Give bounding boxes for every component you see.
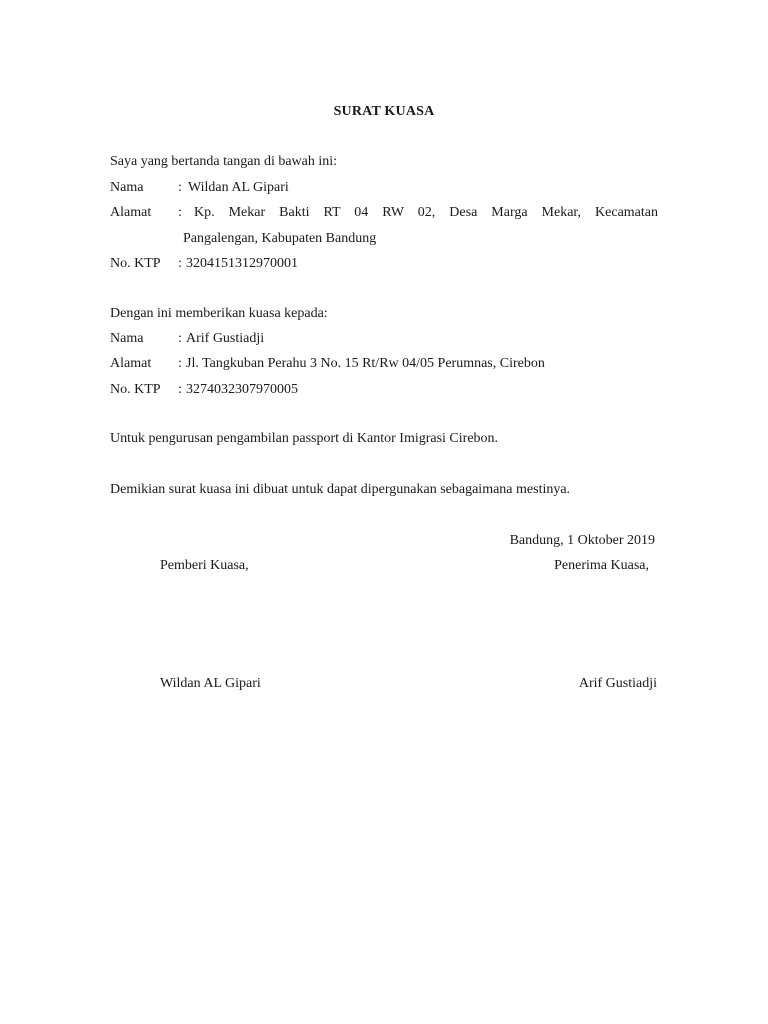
grantor-address-line2: Pangalengan, Kabupaten Bandung [183, 231, 377, 246]
grantor-name-label: Nama [110, 180, 144, 195]
grantor-address-line1: Kp. Mekar Bakti RT 04 RW 02, Desa Marga Mekar, Kecamatan [194, 205, 658, 220]
document-title: SURAT KUASA [333, 104, 435, 119]
grantor-name-value: Wildan AL Gipari [188, 180, 289, 195]
grantor-ktp-label: No. KTP [110, 256, 161, 271]
grantee-address-colon: : [178, 356, 182, 371]
grantor-ktp-colon: : [178, 256, 182, 271]
grantee-signature-name: Arif Gustiadji [578, 676, 657, 691]
grantee-ktp-colon: : [178, 382, 182, 397]
closing-text: Demikian surat kuasa ini dibuat untuk dapat dipergunakan sebagaimana mestinya. [110, 482, 571, 497]
intro-text: Saya yang bertanda tangan di bawah ini: [110, 154, 338, 169]
purpose-text: Untuk pengurusan pengambilan passport di Kantor Imigrasi Cirebon. [110, 431, 499, 446]
grantor-ktp-value: 3204151312970001 [186, 256, 298, 271]
grantee-ktp-value: 3274032307970005 [186, 382, 298, 397]
grantee-address-label: Alamat [110, 356, 152, 371]
grantee-address-value: Jl. Tangkuban Perahu 3 No. 15 Rt/Rw 04/05 Perumnas, Cirebon [186, 356, 545, 371]
transfer-intro-text: Dengan ini memberikan kuasa kepada: [110, 306, 328, 321]
grantor-signature-title: Pemberi Kuasa, [160, 558, 249, 573]
place-date: Bandung, 1 Oktober 2019 [509, 533, 655, 548]
grantee-name-colon: : [178, 331, 182, 346]
grantee-ktp-label: No. KTP [110, 382, 161, 397]
grantor-signature-name: Wildan AL Gipari [160, 676, 261, 691]
grantor-address-colon: : [178, 205, 182, 220]
grantor-name-colon: : [178, 180, 182, 195]
grantee-name-label: Nama [110, 331, 144, 346]
grantor-address-label: Alamat [110, 205, 152, 220]
grantee-signature-title: Penerima Kuasa, [554, 558, 649, 573]
grantee-name-value: Arif Gustiadji [186, 331, 265, 346]
